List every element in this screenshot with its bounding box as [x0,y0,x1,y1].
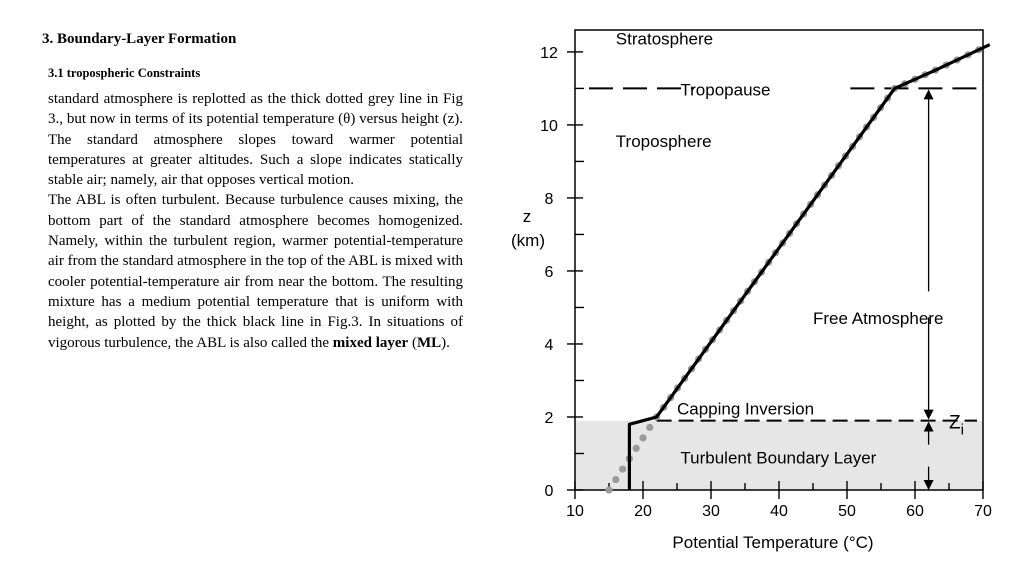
paragraph-2 [48,190,463,352]
y-tick-label: 0 [544,483,554,500]
free-atmosphere-label: Free Atmosphere [813,308,944,328]
standard-atmosphere-point [646,424,653,431]
x-tick-label: 60 [906,503,924,520]
y-tick-label: 2 [544,409,554,427]
standard-atmosphere-point [612,476,619,483]
y-tick-label: 8 [544,190,554,208]
paragraph-2-paren: ( [408,334,417,351]
subsection-title: 3.1 tropospheric Constraints [48,66,201,80]
paragraph-2-end: ). [441,334,450,351]
y-tick-label: 10 [540,117,558,135]
x-tick-label: 10 [566,503,584,520]
capping-inversion-label: Capping Inversion [677,399,815,419]
turbulent-boundary-layer-label: Turbulent Boundary Layer [680,448,877,468]
zi-subscript: i [960,421,964,439]
mixed-layer-term: mixed layer [332,334,409,351]
troposphere-label: Troposphere [615,131,712,151]
label-gap-bl [921,445,937,467]
x-tick-label: 30 [702,503,720,520]
standard-atmosphere-point [605,486,612,493]
paragraph-1: standard atmosphere is replotted as the thick dotted grey line in Fig 3., but now in terms of its potential temperature (θ) versus height (z). The standard atmosphere slopes toward warmer potential temperatures at greater altitudes. Such a slope indicates statically stable air; namely, air that opposes vertical motion. [48,91,463,189]
standard-atmosphere-point [633,445,640,452]
body-text [48,89,463,353]
potential-temperature-chart [500,20,1000,560]
standard-atmosphere-point [619,466,626,473]
y-tick-label: 4 [544,336,554,354]
stratosphere-label: Stratosphere [615,29,714,49]
zi-label: $Z_i$ [949,412,964,439]
y-tick-label: 12 [540,44,558,62]
x-tick-label: 40 [770,503,788,520]
y-tick-label: 6 [544,263,554,281]
paragraph-2-text: The ABL is often turbulent. Because turbulence causes mixing, the bottom part of the standard atmosphere becomes homogenized. Namely, within the turbulent region, warmer potential-temperature air from the standard atmosphere in the top of the ABL is mixed with cooler potential-temperature air from near the bottom. The resulting mixture has a medium potential temperature that is uniform with height, as plotted by the thick black line in Fig.3. In situations of vigorous turbulence, the ABL is also called the [48,192,463,351]
x-tick-label: 20 [634,503,652,520]
x-axis-label: Potential Temperature (°C) [672,533,874,552]
x-tick-label: 50 [838,503,856,520]
ml-abbreviation: ML [416,334,442,351]
section-title: 3. Boundary-Layer Formation [42,31,237,47]
tropopause-label: Tropopause [680,80,771,100]
x-tick-label: 70 [974,503,992,520]
y-axis-label-km: (km) [511,231,545,250]
y-axis-label-z: z [522,207,532,226]
standard-atmosphere-point [639,434,646,441]
